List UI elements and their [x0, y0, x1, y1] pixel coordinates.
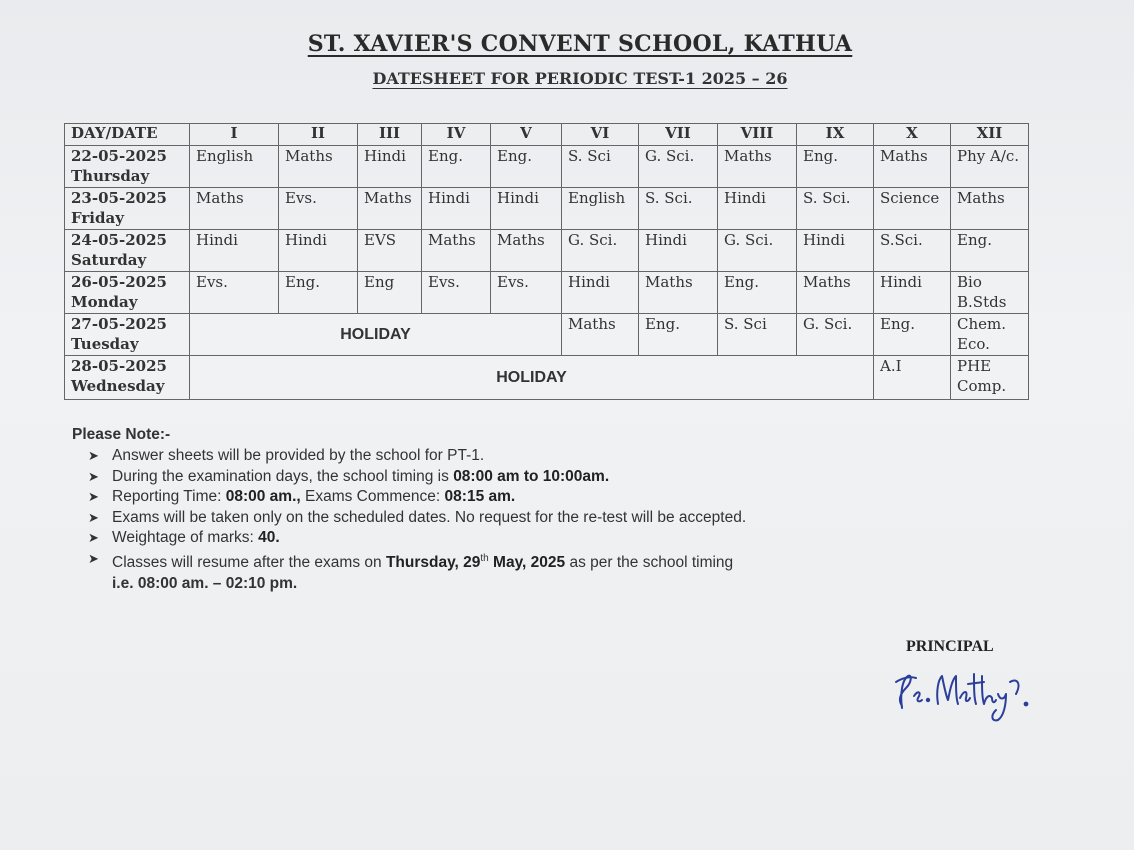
- subject-cell: Maths: [718, 146, 797, 188]
- date-cell: 27-05-2025 Tuesday: [65, 314, 190, 356]
- notes-list: [72, 446, 746, 594]
- list-item: ➤ Exams will be taken only on the scheduled dates. No request for the re-test will be accepted.: [88, 508, 746, 529]
- date-cell: 23-05-2025 Friday: [65, 188, 190, 230]
- subject-cell: Maths: [562, 314, 639, 356]
- subject-cell: English: [562, 188, 639, 230]
- subject-cell: Hindi: [718, 188, 797, 230]
- holiday-cell: HOLIDAY: [190, 314, 562, 356]
- subject-cell: S. Sci: [562, 146, 639, 188]
- subject-cell: Maths: [639, 272, 718, 314]
- principal-label: PRINCIPAL: [906, 638, 994, 655]
- subject-cell: Eng.: [718, 272, 797, 314]
- subject-cell: Hindi: [491, 188, 562, 230]
- datesheet-title: DATESHEET FOR PERIODIC TEST-1 2025 – 26: [372, 69, 788, 88]
- subject-cell: Eng: [358, 272, 422, 314]
- subject-cell: Eng.: [951, 230, 1029, 272]
- list-item: ➤ Reporting Time: 08:00 am., Exams Commence: 08:15 am.: [88, 487, 746, 508]
- arrow-bullet-icon: ➤: [88, 550, 99, 566]
- column-header: VII: [639, 124, 718, 146]
- school-name: ST. XAVIER'S CONVENT SCHOOL, KATHUA: [307, 31, 853, 57]
- subject-cell: Maths: [422, 230, 491, 272]
- table-row: [65, 272, 1029, 314]
- subject-cell: Maths: [951, 188, 1029, 230]
- subject-cell: Hindi: [279, 230, 358, 272]
- subject-cell: S. Sci: [718, 314, 797, 356]
- subject-cell: Phy A/c.: [951, 146, 1029, 188]
- subject-cell: Hindi: [562, 272, 639, 314]
- subject-cell: Evs.: [279, 188, 358, 230]
- subject-cell: Maths: [190, 188, 279, 230]
- subject-cell: EVS: [358, 230, 422, 272]
- subject-cell: Hindi: [874, 272, 951, 314]
- subject-cell: S.Sci.: [874, 230, 951, 272]
- notes-heading: Please Note:-: [72, 426, 171, 443]
- subject-cell: Hindi: [190, 230, 279, 272]
- subject-cell: PHE Comp.: [951, 356, 1029, 400]
- subject-cell: Eng.: [491, 146, 562, 188]
- subject-cell: Evs.: [491, 272, 562, 314]
- column-header: II: [279, 124, 358, 146]
- subject-cell: Eng.: [874, 314, 951, 356]
- date-cell: 26-05-2025 Monday: [65, 272, 190, 314]
- subject-cell: A.I: [874, 356, 951, 400]
- arrow-bullet-icon: ➤: [88, 468, 99, 484]
- table-row: [65, 314, 1029, 356]
- column-header: IV: [422, 124, 491, 146]
- arrow-bullet-icon: ➤: [88, 509, 99, 525]
- table-header-row: [65, 124, 1029, 146]
- column-header: V: [491, 124, 562, 146]
- list-item: ➤ During the examination days, the school timing is 08:00 am to 10:00am.: [88, 467, 746, 488]
- column-header: XII: [951, 124, 1029, 146]
- subject-cell: Hindi: [639, 230, 718, 272]
- subject-cell: English: [190, 146, 279, 188]
- date-cell: 22-05-2025 Thursday: [65, 146, 190, 188]
- holiday-cell: HOLIDAY: [190, 356, 874, 400]
- subject-cell: Evs.: [422, 272, 491, 314]
- date-cell: 24-05-2025 Saturday: [65, 230, 190, 272]
- list-item: ➤ Classes will resume after the exams on Thursday, 29th May, 2025 as per the school timing i.e. 08:00 am. – 02:10 pm.: [88, 550, 734, 592]
- subject-cell: Bio B.Stds: [951, 272, 1029, 314]
- table-row: [65, 230, 1029, 272]
- notes-section: [72, 426, 746, 594]
- subject-cell: G. Sci.: [718, 230, 797, 272]
- table-row: [65, 188, 1029, 230]
- subject-cell: Eng.: [422, 146, 491, 188]
- arrow-bullet-icon: ➤: [88, 448, 99, 463]
- subject-cell: G. Sci.: [562, 230, 639, 272]
- column-header: X: [874, 124, 951, 146]
- subject-cell: Hindi: [422, 188, 491, 230]
- subject-cell: Maths: [279, 146, 358, 188]
- subject-cell: Maths: [491, 230, 562, 272]
- list-item: ➤ Weightage of marks: 40.: [88, 528, 746, 549]
- list-item: ➤ Answer sheets will be provided by the school for PT-1.: [88, 446, 746, 467]
- subject-cell: Evs.: [190, 272, 279, 314]
- subject-cell: G. Sci.: [797, 314, 874, 356]
- subject-cell: S. Sci.: [797, 188, 874, 230]
- table-row: [65, 356, 1029, 400]
- date-cell: 28-05-2025 Wednesday: [65, 356, 190, 400]
- arrow-bullet-icon: ➤: [88, 489, 99, 505]
- subject-cell: Chem. Eco.: [951, 314, 1029, 356]
- column-header: VIII: [718, 124, 797, 146]
- signature-icon: [888, 660, 1038, 730]
- column-header: VI: [562, 124, 639, 146]
- subject-cell: Hindi: [358, 146, 422, 188]
- column-header: DAY/DATE: [65, 124, 190, 146]
- subject-cell: Hindi: [797, 230, 874, 272]
- subject-cell: S. Sci.: [639, 188, 718, 230]
- subject-cell: Science: [874, 188, 951, 230]
- subject-cell: Eng.: [639, 314, 718, 356]
- subject-cell: Maths: [358, 188, 422, 230]
- column-header: III: [358, 124, 422, 146]
- column-header: IX: [797, 124, 874, 146]
- table-row: [65, 146, 1029, 188]
- subject-cell: Eng.: [797, 146, 874, 188]
- subject-cell: Maths: [797, 272, 874, 314]
- datesheet-table: [64, 123, 1029, 400]
- subject-cell: Eng.: [279, 272, 358, 314]
- subject-cell: G. Sci.: [639, 146, 718, 188]
- arrow-bullet-icon: ➤: [88, 530, 99, 546]
- subject-cell: Maths: [874, 146, 951, 188]
- column-header: I: [190, 124, 279, 146]
